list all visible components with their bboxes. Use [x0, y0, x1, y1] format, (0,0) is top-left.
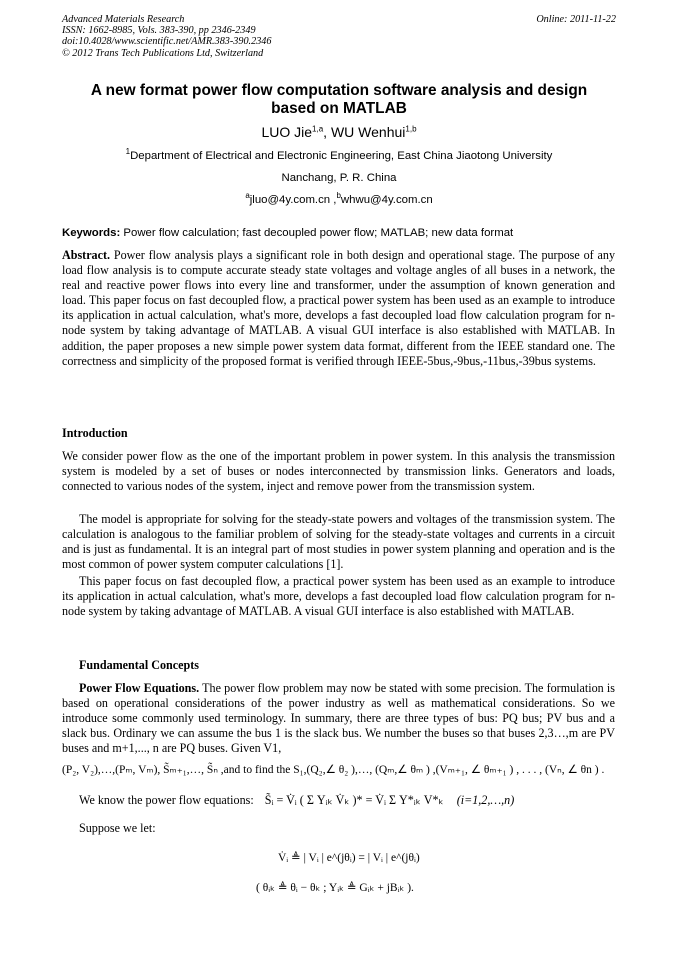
paper-title	[62, 82, 616, 118]
know-equations-text: We know the power flow equations:	[79, 793, 254, 807]
affiliation-sup: 1	[125, 147, 131, 157]
email-line	[62, 191, 616, 206]
intro-paragraph-2	[62, 512, 615, 572]
keywords-line	[62, 227, 513, 239]
power-flow-label: Power Flow Equations.	[79, 681, 200, 695]
author-line	[62, 124, 616, 140]
author-separator: ,	[323, 124, 331, 140]
fundamental-concepts-heading: Fundamental Concepts	[79, 658, 199, 672]
abstract-text: Power flow analysis plays a significant role in both design and operational stage. The purpose of any load flow analysis is to compute accurate steady state voltages and voltage angles of all buses in a network, the real and reactive power flows into every line and transformer, under the assumption of known generation and load. This paper focus on fast decoupled flow, a practical power system has been used as an example to introduce its application in actual calculation, what's more, develops a fast decoupled load flow calculation program for n-node system by taking advantage of MATLAB. A visual GUI interface is also established with MATLAB. In addition, the paper proposes a new simple power system data format, different from the IEEE standard one. The correctness and simplicity of the proposed format is verified through IEEE-5bus,-9bus,-11bus,-39bus systems.	[62, 248, 615, 368]
introduction-heading: Introduction	[62, 426, 128, 440]
power-flow-equation-line	[79, 793, 514, 808]
journal-header	[62, 14, 271, 59]
power-flow-equation: S̃ᵢ = V̇ᵢ ( Σ Yᵢₖ V̇ₖ )* = V̇ᵢ Σ Y*ᵢₖ V*ₖ	[264, 793, 444, 807]
voltage-phasor-equation: V̇ᵢ ≜ | Vᵢ | e^(jθᵢ) = | Vᵢ | e^(jθᵢ)	[278, 852, 420, 864]
affiliation-text: Department of Electrical and Electronic Engineering, East China Jiaotong University	[130, 150, 553, 162]
abstract-label: Abstract.	[62, 248, 111, 262]
journal-name: Advanced Materials Research	[62, 14, 185, 25]
issn-line: ISSN: 1662-8985, Vols. 383-390, pp 2346-2349	[62, 25, 256, 37]
affiliation-line-2: Nanchang, P. R. China	[281, 172, 397, 184]
intro-paragraph-3-text: This paper focus on fast decoupled flow, a practical power system has been used as an example to introduce its application in actual calculation, what's more, develops a fast decoupled load flow calculation program for n-node system by taking advantage of MATLAB. A visual GUI interface is also established with MATLAB.	[62, 574, 615, 619]
equation-index-range: (i=1,2,…,n)	[456, 793, 515, 807]
author-2-sup: 1,b	[405, 124, 417, 134]
email-a-sup: a	[245, 191, 250, 201]
admittance-definition-equation: ( θᵢₖ ≜ θᵢ − θₖ ; Yᵢₖ ≜ Gᵢₖ + jBᵢₖ ).	[256, 882, 414, 894]
suppose-text: Suppose we let:	[79, 821, 156, 835]
power-flow-paragraph	[62, 681, 615, 756]
copyright-line: © 2012 Trans Tech Publications Ltd, Switzerland	[62, 47, 264, 59]
doi-line: doi:10.4028/www.scientific.net/AMR.383-390.2346	[62, 36, 272, 48]
author-1-sup: 1,a	[312, 124, 324, 134]
power-flow-text: The power flow problem may now be stated with some precision. The formulation is based on operational considerations of the power industry as well as mathematical considerations. So we introduce some commonly used terminology. In summary, there are three types of bus: PQ bus; PV bus and a slack bus. Ordinary we can assume the bus 1 is the slack bus. We number the buses so that buses 2,3…,m are PV buses and m+1,..., n are PQ buses. Given V1,	[62, 681, 615, 756]
affiliation-line-1	[62, 147, 616, 162]
intro-paragraph-3	[62, 574, 615, 619]
keywords-text: Power flow calculation; fast decoupled power flow; MATLAB; new data format	[120, 227, 514, 239]
email-separator: ,	[330, 194, 337, 206]
title-line-1: A new format power flow computation software analysis and design	[90, 82, 588, 99]
given-variables-line: (P₂, V₂),…,(Pₘ, Vₘ), S̃ₘ₊₁,…, S̃ₙ ,and to find the S₁,(Q₂,∠ θ₂ ),…, (Qₘ,∠ θₘ ) ,(Vₘ₊₁, ∠ θₘ₊₁ ) , . . . , (Vₙ, ∠ θn ) .	[62, 764, 605, 776]
intro-paragraph-1: We consider power flow as the one of the important problem in power system. In this analysis the transmission system is modeled by a set of buses or nodes interconnected by transmission links. Generators and loads, connected to various nodes of the system, inject and remove power from the transmission system.	[62, 449, 615, 494]
author-1-name: LUO Jie	[261, 124, 313, 140]
abstract-paragraph	[62, 248, 615, 369]
email-b-sup: b	[336, 191, 341, 201]
intro-paragraph-2-text: The model is appropriate for solving for the steady-state powers and voltages of the transmission system. The calculation is analogous to the familiar problem of solving for the steady-state voltages and currents in a circuit and is just as fundamental. It is an integral part of most studies in power system planning and operation and is the most common of power system computer calculations [1].	[62, 512, 615, 572]
email-b[interactable]: whwu@4y.com.cn	[340, 194, 433, 206]
keywords-label: Keywords:	[62, 227, 121, 239]
online-date: Online: 2011-11-22	[536, 14, 616, 25]
author-2-name: WU Wenhui	[330, 124, 406, 140]
email-a[interactable]: jluo@4y.com.cn	[249, 194, 331, 206]
title-line-2: based on MATLAB	[271, 100, 407, 117]
